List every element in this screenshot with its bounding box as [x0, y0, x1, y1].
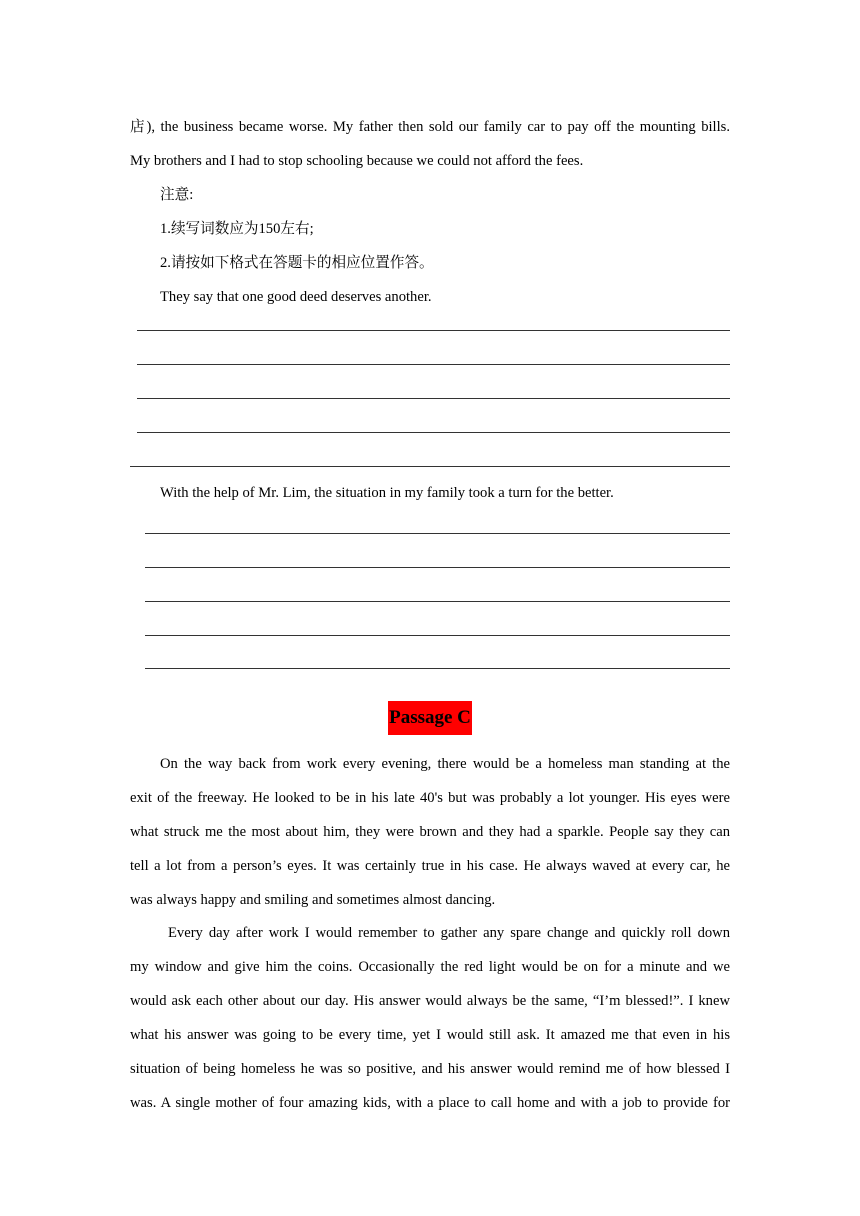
- passage-line: would ask each other about our day. His answer would always be the same, “I’m blessed!”. I knew: [130, 993, 730, 1009]
- passage-line: what his answer was going to be every time, yet I would still ask. It amazed me that even in his: [130, 1027, 730, 1043]
- task-instructions: [130, 110, 730, 314]
- answer-line: [145, 668, 730, 669]
- answer-line: [145, 635, 730, 636]
- answer-line: [145, 567, 730, 568]
- answer-line: [130, 466, 730, 467]
- passage-line: what struck me the most about him, they were brown and they had a sparkle. People say they can: [130, 824, 730, 840]
- notes-label: 注意:: [160, 187, 194, 203]
- intro-line-2: My brothers and I had to stop schooling because we could not afford the fees.: [130, 153, 584, 169]
- passage-paragraph-2: [130, 916, 730, 1120]
- answer-line: [145, 533, 730, 534]
- answer-line: [137, 398, 730, 399]
- answer-line: [145, 601, 730, 602]
- passage-paragraph-1: [130, 747, 730, 917]
- passage-line: was. A single mother of four amazing kids, with a place to call home and with a job to provide for: [130, 1095, 730, 1111]
- paragraph-2-start: With the help of Mr. Lim, the situation in my family took a turn for the better.: [160, 485, 614, 501]
- passage-line: On the way back from work every evening, there would be a homeless man standing at the: [160, 756, 730, 772]
- passage-line: tell a lot from a person’s eyes. It was certainly true in his case. He always waved at every car, he: [130, 858, 730, 874]
- notes-item-1: 1.续写词数应为150左右;: [160, 221, 314, 237]
- passage-line: Every day after work I would remember to gather any spare change and quickly roll down: [168, 925, 730, 941]
- passage-line: my window and give him the coins. Occasionally the red light would be on for a minute and we: [130, 959, 730, 975]
- intro-line-1: 店), the business became worse. My father then sold our family car to pay off the mounting bills.: [130, 119, 730, 135]
- answer-line: [137, 364, 730, 365]
- answer-line: [137, 330, 730, 331]
- passage-title: Passage C: [388, 701, 472, 735]
- notes-item-2: 2.请按如下格式在答题卡的相应位置作答。: [160, 255, 434, 271]
- passage-line: was always happy and smiling and sometimes almost dancing.: [130, 892, 496, 908]
- answer-line: [137, 432, 730, 433]
- passage-title-wrap: [0, 701, 860, 735]
- paragraph-2-start-block: [130, 476, 730, 510]
- passage-line: exit of the freeway. He looked to be in his late 40's but was probably a lot younger. His eyes were: [130, 790, 730, 806]
- paragraph-1-start: They say that one good deed deserves another.: [160, 289, 432, 305]
- passage-line: situation of being homeless he was so positive, and his answer would remind me of how blessed I: [130, 1061, 730, 1077]
